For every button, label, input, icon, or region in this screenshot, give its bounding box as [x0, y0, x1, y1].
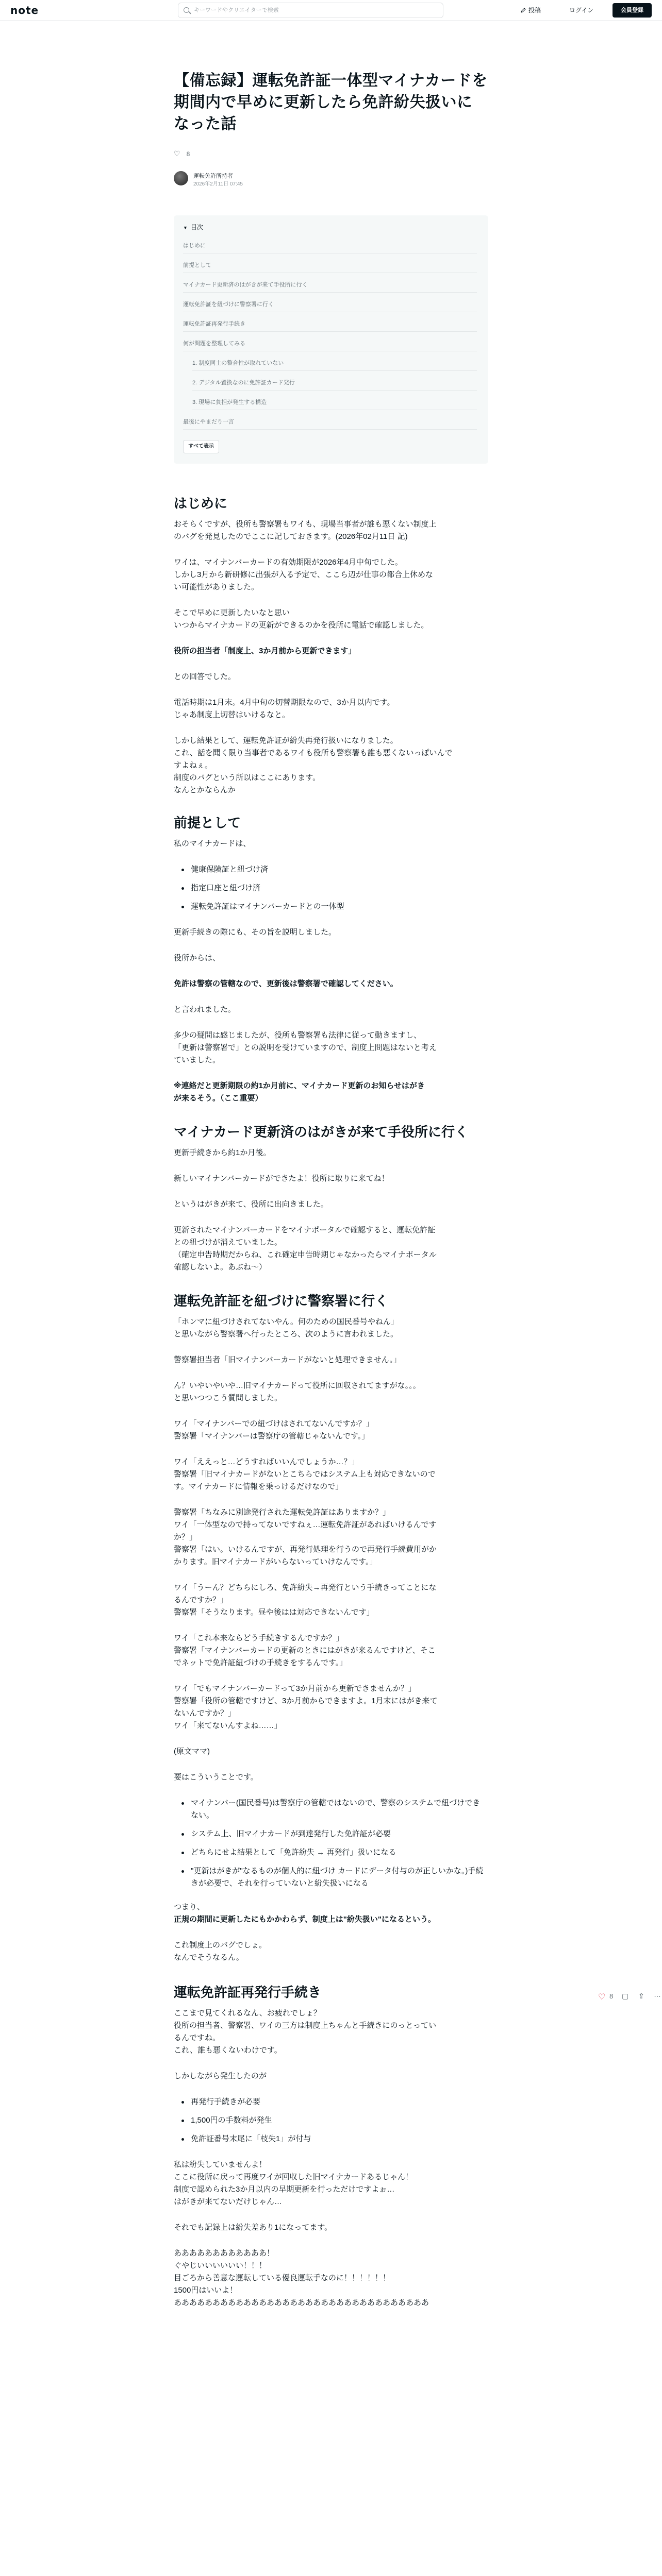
paragraph-line: 役所の担当者、警察署、ワイの三方は制度上ちゃんと手続きにのっとってい: [174, 2021, 437, 2030]
paragraph-line: ぐやじいいいいいい！！！: [174, 2261, 267, 2270]
paragraph-line: ていました。: [174, 1056, 221, 1064]
list-item-text: "更新はがきが"なるものが個人的に紐づけ カードにデータ付与のが正しいかな。)手続きが必要で、それを行っていないと紛失扱いになる: [191, 1867, 484, 1888]
paragraph-line: ワイ「これ本来ならどう手続きするんですか？」: [174, 1634, 344, 1642]
title-line: なった話: [174, 115, 237, 132]
article-title: [174, 70, 488, 135]
paragraph-line: が来るそう。（ここ重要）: [174, 1094, 263, 1103]
paragraph-line: (原文ママ): [174, 1747, 210, 1756]
list-item-text: 1,500円の手数料が発生: [191, 2116, 272, 2125]
signup-button[interactable]: 会員登録: [613, 3, 652, 18]
paragraph-line: るんですね。: [174, 2033, 221, 2042]
list-item: [181, 1865, 486, 1890]
paragraph-line: 私のマイナカードは、: [174, 839, 251, 848]
paragraph-line: ワイ「来てないんすよね……」: [174, 1721, 282, 1730]
like-area: [174, 149, 190, 158]
paragraph-line: 電話時期は1月末。4月中旬の切替期限なので、3か月以内です。: [174, 698, 395, 707]
paragraph-line: ワイ「でもマイナンバーカードって3か月前から更新できませんか？」: [174, 1684, 416, 1693]
search-input[interactable]: [194, 6, 436, 15]
paragraph-line: のバグを発見したのでここに記しておきます。(2026年02月11日 記): [174, 532, 408, 541]
toc-item[interactable]: 運転免許証再発行手続き: [183, 316, 477, 332]
paragraph-line: 警察署「役所の管轄ですけど、3か月前からできますよ。1月末にはがき来て: [174, 1697, 438, 1705]
paragraph-line: 役所からは、: [174, 954, 221, 962]
list-item: [181, 2114, 486, 2127]
paragraph-line: 正規の期間に更新したにもかかわらず、制度上は"紛失扱い"になるという。: [174, 1915, 436, 1924]
paragraph-line: それでも記録上は紛失差あり1になってます。: [174, 2223, 333, 2232]
paragraph-line: と思いながら警察署へ行ったところ、次のように言われました。: [174, 1330, 399, 1338]
paragraph-line: 免許は警察の管轄なので、更新後は警察署で確認してください。: [174, 979, 398, 988]
list-item-text: 再発行手続きが必要: [191, 2097, 261, 2106]
paragraph-line: ワイ「うーん？どちらにしろ、免許紛失→再発行という手続きってことにな: [174, 1583, 437, 1592]
post-date: 2026年2月11日 07:45: [193, 181, 243, 187]
paragraph-line: ないんですか？」: [174, 1709, 236, 1718]
paragraph-line: なんでそうなるん。: [174, 1953, 244, 1962]
paragraph-line: あああああああああああああああああああああああああああああああああ: [174, 2298, 429, 2307]
toc-heading-label: 目次: [190, 224, 203, 231]
section-heading: 前提として: [174, 815, 241, 831]
paragraph-line: との紐づけが消えていました。: [174, 1238, 283, 1247]
paragraph-line: 確認しないよ。あぶね～）: [174, 1263, 267, 1272]
paragraph-line: 警察署「旧マイナカードがないとこちらではシステム上も対応できないので: [174, 1470, 436, 1479]
paragraph-line: 要はこういうことです。: [174, 1773, 258, 1782]
paragraph-line: おそらくですが、役所も警察署もワイも、現場当事者が誰も悪くない制度上: [174, 520, 437, 529]
list-item-text: 運転免許証はマイナンバーカードとの一体型: [191, 902, 344, 911]
table-of-contents: [174, 215, 488, 464]
paragraph-line: すよねぇ。: [174, 761, 213, 770]
author-name[interactable]: 運転免許所持者: [193, 173, 233, 179]
paragraph-line: でネットで免許証紐づけの手続きをするんです。」: [174, 1658, 347, 1667]
paragraph-line: 制度のバグという所以はここにあります。: [174, 773, 321, 782]
section-heading: マイナカード更新済のはがきが来て手役所に行く: [174, 1124, 468, 1140]
site-header: [0, 0, 662, 21]
paragraph-line: か？」: [174, 1533, 197, 1541]
paragraph-line: 警察署担当者「旧マイナンバーカードがないと処理できません。」: [174, 1355, 402, 1364]
list-item: [181, 863, 486, 876]
show-all-button[interactable]: すべて表示: [183, 440, 219, 453]
paragraph-line: 「ホンマに紐づけされてないやん。何のための国民番号やねん」: [174, 1317, 399, 1326]
list-item: [181, 2133, 486, 2145]
pen-icon: [521, 8, 526, 13]
like-heart-icon[interactable]: ♡: [598, 1993, 606, 2002]
title-line: 【備忘録】運転免許証一体型マイナカードを: [174, 72, 488, 89]
list-item-text: 免許証番号末尾に「枝失1」が付与: [191, 2134, 311, 2143]
paragraph-line: 更新手続きから約1か月後。: [174, 1148, 271, 1157]
list-item-text: 指定口座と紐づけ済: [191, 884, 261, 892]
paragraph-line: かります。旧マイナカードがいらないっていけなんです。」: [174, 1557, 377, 1566]
list-item: [181, 901, 486, 913]
paragraph-line: そこで早めに更新したいなと思い: [174, 608, 290, 617]
paragraph-line: い可能性がありました。: [174, 583, 259, 591]
toc-item[interactable]: マイナカード更新済のはがきが来て手役所に行く: [183, 277, 477, 293]
toc-item[interactable]: はじめに: [183, 238, 477, 253]
chevron-down-icon: ▼: [183, 225, 188, 230]
search-box[interactable]: [178, 3, 443, 18]
paragraph-line: いつからマイナカードの更新ができるのかを役所に電話で確認しました。: [174, 621, 429, 630]
list-item-text: システム上、旧マイナカードが到達発行した免許証が必要: [191, 1829, 391, 1838]
list-item-text: マイナンバー(国民番号)は警察庁の管轄ではないので、警察のシステムで紐づけできない。: [191, 1799, 481, 1820]
list-item: [181, 1797, 486, 1822]
list-item: [181, 1828, 486, 1840]
paragraph-line: つまり、: [174, 1903, 205, 1911]
avatar[interactable]: [174, 171, 188, 185]
paragraph-line: ※連絡だと更新期限の約1か月前に、マイナカード更新のお知らせはがき: [174, 1081, 425, 1090]
paragraph-line: ワイ「ええっと…どうすればいいんでしょうか…？」: [174, 1458, 359, 1466]
toc-item[interactable]: 何が問題を整理してみる: [183, 336, 477, 351]
floating-like-count: 8: [609, 1992, 614, 2000]
note-logo[interactable]: note: [10, 4, 39, 16]
paragraph-line: るんですか？」: [174, 1596, 228, 1604]
paragraph-line: 制度で認められた3か月以内の早期更新を行っただけですよぉ…: [174, 2185, 395, 2194]
paragraph-line: じゃあ制度上切替はいけるなと。: [174, 710, 290, 719]
list-item: [181, 2096, 486, 2108]
paragraph-line: ん？いやいやいや…旧マイナカードって役所に回収されてますがな。。。: [174, 1381, 421, 1390]
list-item-text: どちらにせよ結果として「免許紛失 → 再発行」扱いになる: [191, 1848, 396, 1857]
title-line: 期間内で早めに更新したら免許紛失扱いに: [174, 94, 473, 111]
section-heading: 運転免許証再発行手続き: [174, 1985, 322, 2000]
more-icon[interactable]: …: [654, 1990, 661, 1998]
section-heading: はじめに: [174, 496, 228, 511]
paragraph-line: （確定申告時期だからね、これ確定申告時期じゃなかったらマイナポータル: [174, 1250, 437, 1259]
paragraph-line: 多少の疑問は感じましたが、役所も警察署も法律に従って動きますし、: [174, 1031, 422, 1040]
paragraph-line: はがきが来てないだけじゃん…: [174, 2197, 283, 2206]
paragraph-line: と思いつつこう質問しました。: [174, 1394, 283, 1402]
paragraph-line: 警察署「そうなります。昼や後はは対応できないんです」: [174, 1608, 374, 1617]
paragraph-line: との回答でした。: [174, 672, 236, 681]
paragraph-line: しかし結果として、運転免許証が紛失再発行扱いになりました。: [174, 736, 398, 745]
paragraph-line: 警察署「マイナンバーは警察庁の管轄じゃないんです。」: [174, 1432, 370, 1440]
paragraph-line: これ、誰も悪くないわけです。: [174, 2046, 282, 2055]
toc-item[interactable]: 最後にやまだり一言: [183, 414, 477, 430]
toc-heading[interactable]: [183, 223, 203, 231]
paragraph-line: なんとかならんか: [174, 786, 236, 794]
paragraph-line: 役所の担当者「制度上、3か月前から更新できます」: [174, 647, 356, 655]
paragraph-line: これ、話を聞く限り当事者であるワイも役所も警察署も誰も悪くないっぽいんで: [174, 749, 453, 757]
toc-item[interactable]: 1. 制度同士の整合性が取れていない: [192, 355, 477, 371]
section-heading: 運転免許証を紐づけに警察署に行く: [174, 1293, 389, 1309]
paragraph-line: しかしながら発生したのが: [174, 2072, 267, 2080]
paragraph-line: 警察署「ちなみに別途発行された運転免許証はありますか？」: [174, 1508, 391, 1517]
paragraph-line: と言われました。: [174, 1005, 236, 1014]
list-item-text: 健康保険証と紐づけ済: [191, 865, 269, 874]
paragraph-line: ワイ「一体型なので持ってないですねぇ…運転免許証があればいけるんです: [174, 1520, 437, 1529]
paragraph-line: 警察署「マイナンバーカードの更新のときにはがきが来るんですけど、そこ: [174, 1646, 436, 1655]
paragraph-line: これ制度上のバグでしょ。: [174, 1941, 267, 1950]
search-icon: [184, 7, 189, 13]
paragraph-line: 目ごろから善意な運転している優良運転手なのに！！！！！！: [174, 2274, 391, 2282]
paragraph-line: ここまで見てくれるなん、お疲れでしょ？: [174, 2009, 321, 2018]
like-count: 8: [186, 150, 190, 158]
paragraph-line: 更新手続きの際にも、その旨を説明しました。: [174, 928, 337, 937]
paragraph-line: 新しいマイナンバーカードができたよ！役所に取りに来てね！: [174, 1174, 389, 1183]
paragraph-line: 1500円はいいよ！: [174, 2286, 238, 2295]
paragraph-line: 私は紛失していませんよ！: [174, 2160, 267, 2169]
paragraph-line: 更新されたマイナンバーカードをマイナポータルで確認すると、運転免許証: [174, 1226, 436, 1234]
toc-item[interactable]: 2. デジタル置換なのに免許証カード発行: [192, 375, 477, 391]
toc-item[interactable]: 運転免許証を紐づけに警察署に行く: [183, 297, 477, 312]
post-button[interactable]: [521, 6, 541, 14]
heart-icon[interactable]: ♡: [174, 149, 180, 158]
paragraph-line: しかし3月から新研修に出張が入る予定で、ここら辺が仕事の都合上休めな: [174, 570, 434, 579]
toc-item[interactable]: 3. 現場に負担が発生する構造: [192, 395, 477, 410]
paragraph-line: ここに役所に戻って再度ワイが回収した旧マイナカードあるじゃん！: [174, 2173, 413, 2181]
list-item: [181, 1846, 486, 1859]
toc-item[interactable]: 前提として: [183, 258, 477, 273]
paragraph-line: ああああああああああああ！: [174, 2249, 275, 2258]
login-link[interactable]: ログイン: [569, 7, 594, 14]
list-item: [181, 882, 486, 894]
post-label: 投稿: [528, 7, 541, 14]
paragraph-line: 「更新は警察署で」との説明を受けていますので、制度上問題はないと考え: [174, 1043, 437, 1052]
paragraph-line: す。マイナカードに情報を乗っけるだけなので」: [174, 1482, 343, 1491]
paragraph-line: ワイ「マイナンバーでの紐づけはされてないんですか？」: [174, 1419, 374, 1428]
paragraph-line: ワイは、マイナンバーカードの有効期限が2026年4月中旬でした。: [174, 558, 403, 567]
paragraph-line: 警察署「はい。いけるんですが、再発行処理を行うので再発行手続費用がか: [174, 1545, 437, 1554]
paragraph-line: というはがきが来て、役所に出向きました。: [174, 1200, 328, 1209]
comment-icon[interactable]: ▢: [622, 1992, 629, 2000]
share-icon[interactable]: ⇪: [638, 1992, 644, 2000]
